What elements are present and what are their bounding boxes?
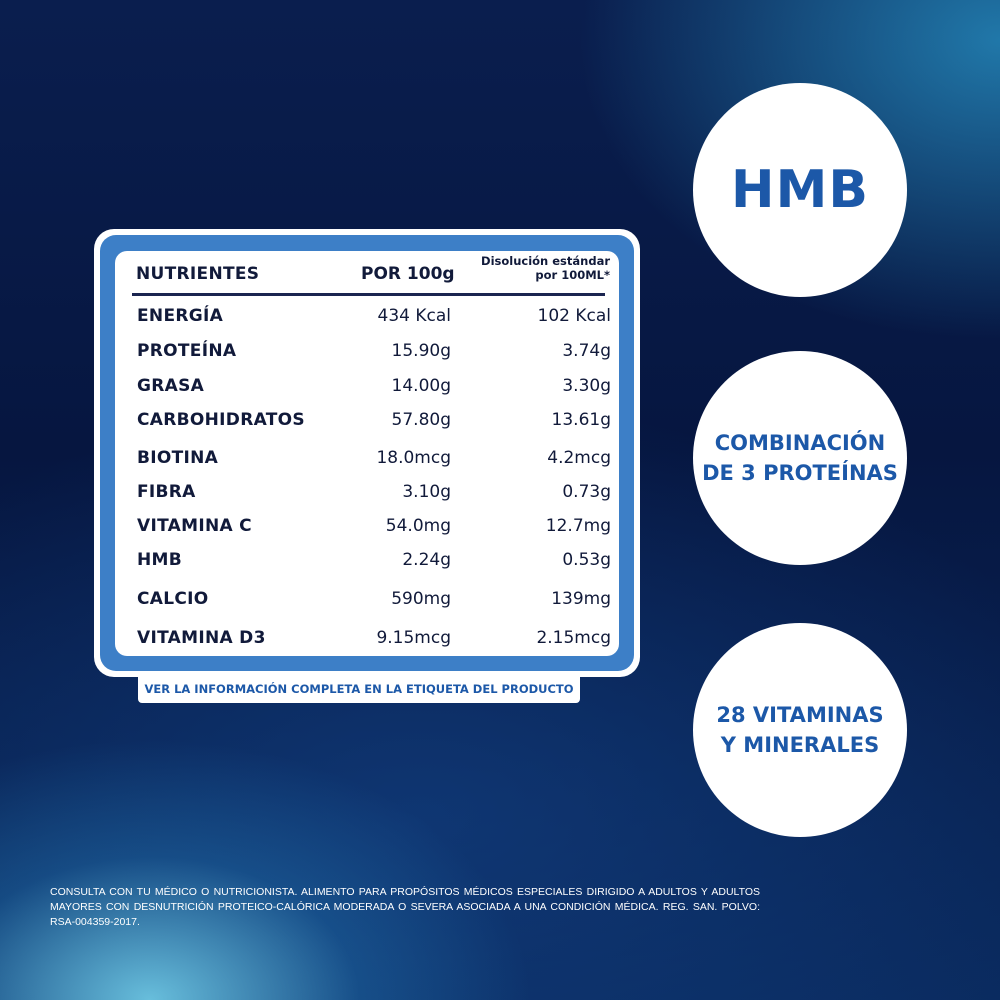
header-divider — [132, 293, 605, 296]
value-per-100ml: 3.30g — [562, 376, 611, 396]
proteins-badge-label — [702, 428, 898, 488]
nutrition-table — [115, 251, 619, 656]
nutrient-name: CALCIO — [137, 589, 209, 609]
table-row — [115, 376, 619, 406]
table-row — [115, 482, 619, 512]
table-row — [115, 410, 619, 440]
value-per-100ml: 4.2mcg — [547, 448, 611, 468]
table-row — [115, 306, 619, 336]
value-per-100g: 9.15mcg — [376, 628, 451, 648]
value-per-100g: 14.00g — [391, 376, 451, 396]
nutrient-name: CARBOHIDRATOS — [137, 410, 305, 430]
vitamins-badge-line1: 28 VITAMINAS — [716, 703, 884, 727]
header-dilution — [475, 254, 610, 282]
vitamins-badge-line2: Y MINERALES — [720, 733, 880, 757]
value-per-100g: 15.90g — [391, 341, 451, 361]
nutrient-name: GRASA — [137, 376, 205, 396]
header-dilution-line2: por 100ML* — [535, 268, 610, 282]
nutrient-name: PROTEÍNA — [137, 341, 237, 361]
nutrient-name: BIOTINA — [137, 448, 219, 468]
value-per-100g: 3.10g — [402, 482, 451, 502]
value-per-100ml: 0.73g — [562, 482, 611, 502]
medical-disclaimer: CONSULTA CON TU MÉDICO O NUTRICIONISTA. ALIMENTO PARA PROPÓSITOS MÉDICOS ESPECIALES DIRIGIDO A ADULTOS Y ADULTOS MAYORES CON DESNUTRICIÓN PROTEICO-CALÓRICA MODERADA O SEVERA ASOCIADA A UNA CONDICIÓN MÉDICA. REG. SAN. POLVO: RSA-004359-2017. — [50, 886, 760, 928]
table-row — [115, 516, 619, 546]
header-nutrients: NUTRIENTES — [136, 264, 260, 284]
proteins-badge — [693, 351, 907, 565]
table-row — [115, 589, 619, 619]
value-per-100g: 590mg — [391, 589, 451, 609]
nutrient-name: VITAMINA D3 — [137, 628, 266, 648]
nutrient-name: FIBRA — [137, 482, 196, 502]
value-per-100g: 18.0mcg — [376, 448, 451, 468]
nutrition-table-frame — [100, 235, 634, 671]
value-per-100ml: 139mg — [551, 589, 611, 609]
table-row — [115, 550, 619, 580]
nutrient-name: HMB — [137, 550, 183, 570]
value-per-100g: 57.80g — [391, 410, 451, 430]
proteins-badge-line1: COMBINACIÓN — [714, 431, 886, 455]
value-per-100ml: 0.53g — [562, 550, 611, 570]
value-per-100ml: 13.61g — [551, 410, 611, 430]
value-per-100ml: 3.74g — [562, 341, 611, 361]
table-row — [115, 341, 619, 371]
full-label-note: VER LA INFORMACIÓN COMPLETA EN LA ETIQUETA DEL PRODUCTO — [138, 677, 580, 703]
value-per-100ml: 102 Kcal — [537, 306, 611, 326]
nutrient-name: ENERGÍA — [137, 306, 224, 326]
table-row — [115, 628, 619, 658]
value-per-100g: 54.0mg — [385, 516, 451, 536]
nutrient-name: VITAMINA C — [137, 516, 252, 536]
table-row — [115, 448, 619, 478]
value-per-100g: 2.24g — [402, 550, 451, 570]
value-per-100ml: 2.15mcg — [536, 628, 611, 648]
value-per-100g: 434 Kcal — [377, 306, 451, 326]
hmb-badge-label: HMB — [731, 160, 869, 220]
header-per-100g: POR 100g — [361, 264, 455, 284]
vitamins-badge — [693, 623, 907, 837]
hmb-badge — [693, 83, 907, 297]
proteins-badge-line2: DE 3 PROTEÍNAS — [702, 461, 898, 485]
value-per-100ml: 12.7mg — [545, 516, 611, 536]
vitamins-badge-label — [716, 700, 883, 760]
nutrition-table-card — [94, 229, 640, 677]
header-dilution-line1: Disolución estándar — [481, 254, 610, 268]
